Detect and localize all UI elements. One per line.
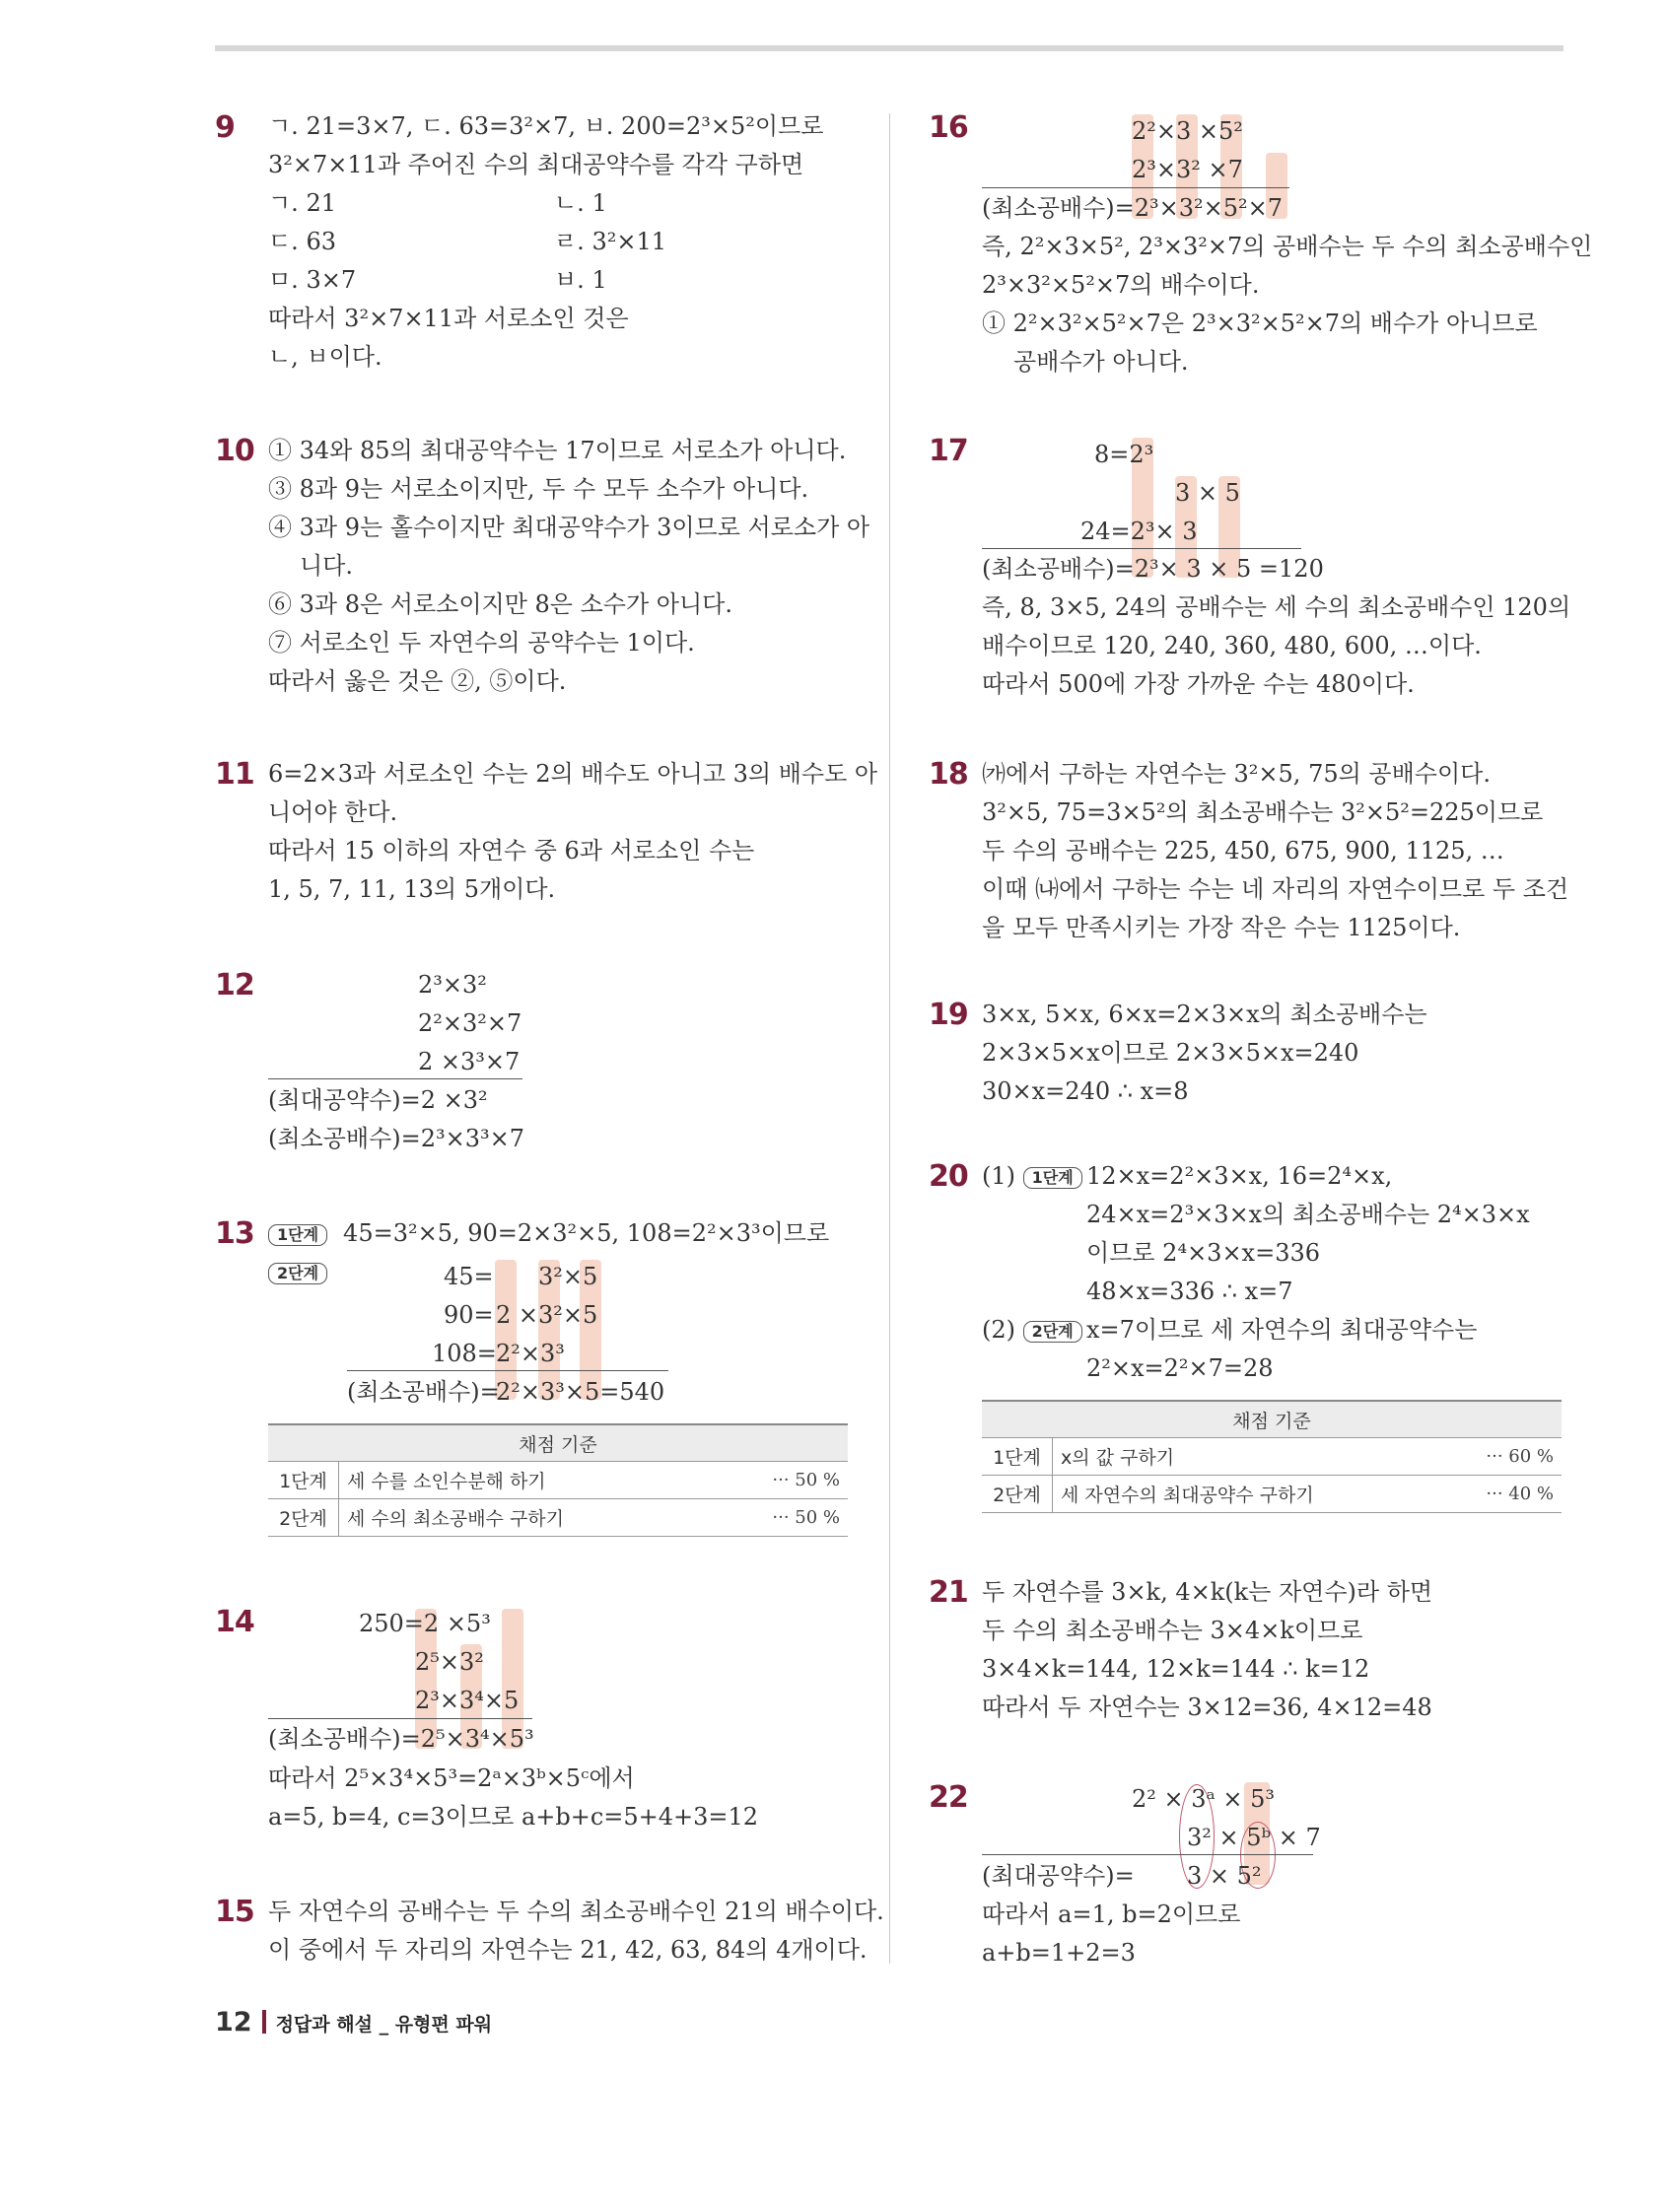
solution-line: 따라서 a=1, b=2이므로 [982, 1901, 1241, 1928]
part-label [982, 1315, 1082, 1345]
lcm-value: 2²×3³×5=540 [496, 1378, 665, 1406]
solution-line: 2×3×5×x이므로 2×3×5×x=240 [982, 1039, 1359, 1067]
solution-line: 따라서 두 자연수는 3×12=36, 4×12=48 [982, 1694, 1432, 1721]
solution-line: x=7이므로 세 자연수의 최대공약수는 [1086, 1316, 1478, 1344]
factor-row: 2²×3²×7 [418, 1009, 522, 1037]
problem-number: 19 [929, 998, 968, 1032]
problem-number: 13 [215, 1216, 254, 1251]
table-row [982, 1438, 1562, 1476]
step-cell: 2단계 [268, 1499, 339, 1537]
solution-line: 30×x=240 ∴ x=8 [982, 1077, 1189, 1105]
problem-number: 9 [215, 110, 235, 145]
part-1-label: (1) [982, 1162, 1015, 1190]
solution-line: 두 수의 최소공배수는 3×4×k이므로 [982, 1617, 1363, 1644]
factor-row-value: 3²×5 [538, 1263, 598, 1290]
answer-item: ㄴ. 1 [554, 189, 607, 217]
part-2-label: (2) [982, 1316, 1015, 1344]
sum-rule [268, 1718, 532, 1719]
problem-number: 15 [215, 1895, 254, 1929]
criterion-cell: 세 자연수의 최대공약수 구하기 [1053, 1476, 1441, 1513]
factor-row: 2³×3² ×7 [1132, 156, 1243, 183]
footer-title: 정답과 해설 _ 유형편 파워 [275, 2014, 493, 2036]
problem-number: 11 [215, 757, 254, 792]
solution-line: ㄴ, ㅂ이다. [268, 343, 382, 371]
table-row [268, 1499, 848, 1537]
part-label [982, 1161, 1082, 1191]
solution-line: ⑥ 3과 8은 서로소이지만 8은 소수가 아니다. [268, 590, 732, 618]
solution-line: ① 34와 85의 최대공약수는 17이므로 서로소가 아니다. [268, 437, 847, 464]
criterion-cell: 세 수를 소인수분해 하기 [339, 1462, 714, 1499]
solution-line: 즉, 2²×3×5², 2³×3²×7의 공배수는 두 수의 최소공배수인 [982, 233, 1593, 260]
problem-number: 14 [215, 1605, 254, 1639]
column-divider [889, 113, 890, 1964]
answer-item: ㅂ. 1 [554, 266, 607, 294]
problem-number: 10 [215, 434, 254, 468]
top-rule [215, 45, 1564, 51]
solution-line: 따라서 옳은 것은 ②, ⑤이다. [268, 667, 567, 695]
solution-line: 3×x, 5×x, 6×x=2×3×x의 최소공배수는 [982, 1001, 1427, 1028]
problem-number: 16 [929, 110, 968, 145]
problem-number: 12 [215, 968, 254, 1002]
lcm-result: (최소공배수)=2³×3³×7 [268, 1125, 525, 1152]
solution-line: 12×x=2²×3×x, 16=2⁴×x, [1086, 1162, 1393, 1190]
sum-rule [982, 548, 1301, 549]
solution-line: ⑦ 서로소인 두 자연수의 공약수는 1이다. [268, 629, 695, 657]
step-2-line [268, 1257, 327, 1286]
factor-row: 250=2 ×5³ [359, 1610, 491, 1637]
gcd-value: 3 × 5² [1187, 1862, 1262, 1890]
solution-line: 이므로 2⁴×3×x=336 [1086, 1239, 1321, 1267]
solution-line: 따라서 3²×7×11과 서로소인 것은 [268, 305, 629, 332]
factor-row: 2⁵×3² [415, 1648, 484, 1676]
solution-line: 24×x=2³×3×x의 최소공배수는 2⁴×3×x [1086, 1201, 1530, 1228]
score-cell: ··· 50 % [714, 1499, 848, 1537]
solution-line: 6=2×3과 서로소인 수는 2의 배수도 아니고 3의 배수도 아 [268, 760, 878, 788]
gcd-label: (최대공약수)= [982, 1862, 1135, 1890]
table-row [268, 1462, 848, 1499]
lcm-result: (최소공배수)=2³×3²×5²×7 [982, 194, 1284, 222]
factor-row-label: 108= [432, 1340, 497, 1367]
sum-rule [982, 187, 1289, 188]
factor-row-value: 2²×3³ [496, 1340, 565, 1367]
step-2-badge: 2단계 [268, 1263, 327, 1284]
solution-line: a+b=1+2=3 [982, 1939, 1136, 1967]
page-number: 12 [215, 2007, 252, 2038]
score-cell: ··· 60 % [1441, 1438, 1562, 1476]
solution-line: 따라서 15 이하의 자연수 중 6과 서로소인 수는 [268, 837, 755, 864]
sum-rule [268, 1078, 522, 1079]
solution-line: 배수이므로 120, 240, 360, 480, 600, …이다. [982, 632, 1482, 659]
scoring-table-header: 채점 기준 [268, 1424, 848, 1462]
problem-number: 17 [929, 434, 968, 468]
solution-line: 3²×5, 75=3×5²의 최소공배수는 3²×5²=225이므로 [982, 798, 1544, 826]
solution-line: 두 자연수를 3×k, 4×k(k는 자연수)라 하면 [982, 1578, 1433, 1606]
answer-item: ㄷ. 63 [268, 228, 336, 255]
solution-line: 2²×x=2²×7=28 [1086, 1354, 1274, 1382]
problem-number: 20 [929, 1159, 968, 1194]
sum-rule [982, 1854, 1313, 1855]
lcm-label: (최소공배수)= [347, 1378, 500, 1406]
table-row [982, 1476, 1562, 1513]
lcm-result: (최소공배수)=2³× 3 × 5 =120 [982, 555, 1324, 583]
factor-row: 3 × 5 [1175, 479, 1240, 507]
factor-row: 2³×3⁴×5 [415, 1687, 520, 1714]
answer-item: ㄱ. 21 [268, 189, 336, 217]
solution-line: 3×4×k=144, 12×k=144 ∴ k=12 [982, 1655, 1370, 1683]
solution-line: 을 모두 만족시키는 가장 작은 수는 1125이다. [982, 914, 1461, 941]
factor-row: 2² × 3ᵃ × 5³ [1132, 1785, 1276, 1813]
factor-row: 8=2³ [1094, 441, 1154, 468]
factor-row: 3² × 5ᵇ × 7 [1187, 1824, 1321, 1851]
solution-line: ③ 8과 9는 서로소이지만, 두 수 모두 소수가 아니다. [268, 475, 809, 503]
factor-row: 2 ×3³×7 [418, 1048, 521, 1075]
solution-line: 1, 5, 7, 11, 13의 5개이다. [268, 875, 556, 903]
factor-row: 24=2³× 3 [1080, 518, 1198, 545]
solution-line: 48×x=336 ∴ x=7 [1086, 1278, 1293, 1305]
solution-line: ① 2²×3²×5²×7은 2³×3²×5²×7의 배수가 아니므로 [982, 310, 1538, 337]
sum-rule [347, 1370, 668, 1371]
scoring-table [982, 1400, 1562, 1513]
factor-row: 2³×3² [418, 971, 487, 999]
step-cell: 1단계 [982, 1438, 1053, 1476]
solution-line: 두 수의 공배수는 225, 450, 675, 900, 1125, … [982, 837, 1504, 864]
answer-item: ㄹ. 3²×11 [554, 228, 666, 255]
solution-line: 3²×7×11과 주어진 수의 최대공약수를 각각 구하면 [268, 151, 804, 178]
solution-line: 따라서 500에 가장 가까운 수는 480이다. [982, 670, 1415, 698]
page-footer [215, 2007, 492, 2038]
criterion-cell: x의 값 구하기 [1053, 1438, 1441, 1476]
step-cell: 2단계 [982, 1476, 1053, 1513]
step-1-badge: 1단계 [1023, 1167, 1082, 1189]
score-cell: ··· 40 % [1441, 1476, 1562, 1513]
solution-line: a=5, b=4, c=3이므로 a+b+c=5+4+3=12 [268, 1803, 759, 1831]
answer-item: ㅁ. 3×7 [268, 266, 357, 294]
solution-line: 따라서 2⁵×3⁴×5³=2ᵃ×3ᵇ×5ᶜ에서 [268, 1764, 635, 1792]
criterion-cell: 세 수의 최소공배수 구하기 [339, 1499, 714, 1537]
step-1-line [268, 1218, 829, 1248]
footer-divider [262, 2010, 266, 2034]
solution-line: 두 자연수의 공배수는 두 수의 최소공배수인 21의 배수이다. [268, 1898, 884, 1925]
solution-line: 니어야 한다. [268, 798, 398, 826]
step-1-text: 45=3²×5, 90=2×3²×5, 108=2²×3³이므로 [343, 1219, 830, 1247]
factor-row-label: 90= [444, 1301, 494, 1329]
solution-line: 이 중에서 두 자리의 자연수는 21, 42, 63, 84의 4개이다. [268, 1936, 868, 1964]
step-cell: 1단계 [268, 1462, 339, 1499]
scoring-table-header: 채점 기준 [982, 1401, 1562, 1438]
solution-line: 즉, 8, 3×5, 24의 공배수는 세 수의 최소공배수인 120의 [982, 593, 1571, 621]
factor-row-value: 2 ×3²×5 [496, 1301, 598, 1329]
solution-line: ④ 3과 9는 홀수이지만 최대공약수가 3이므로 서로소가 아 [268, 514, 870, 541]
solution-line: 공배수가 아니다. [1013, 348, 1189, 376]
gcd-result: (최대공약수)=2 ×3² [268, 1086, 488, 1114]
score-cell: ··· 50 % [714, 1462, 848, 1499]
solution-line: ㈎에서 구하는 자연수는 3²×5, 75의 공배수이다. [982, 760, 1491, 788]
solution-line: 니다. [300, 552, 353, 580]
factor-row: 2²×3 ×5² [1132, 117, 1243, 145]
solution-line: 2³×3²×5²×7의 배수이다. [982, 271, 1260, 299]
step-1-badge: 1단계 [268, 1224, 327, 1246]
lcm-result: (최소공배수)=2⁵×3⁴×5³ [268, 1725, 534, 1753]
solution-line: ㄱ. 21=3×7, ㄷ. 63=3²×7, ㅂ. 200=2³×5²이므로 [268, 112, 824, 140]
scoring-table [268, 1423, 848, 1537]
problem-number: 22 [929, 1780, 968, 1815]
solution-line: 이때 ㈏에서 구하는 수는 네 자리의 자연수이므로 두 조건 [982, 875, 1569, 903]
step-2-badge: 2단계 [1023, 1321, 1082, 1343]
problem-number: 18 [929, 757, 968, 792]
problem-number: 21 [929, 1575, 968, 1610]
factor-row-label: 45= [444, 1263, 494, 1290]
